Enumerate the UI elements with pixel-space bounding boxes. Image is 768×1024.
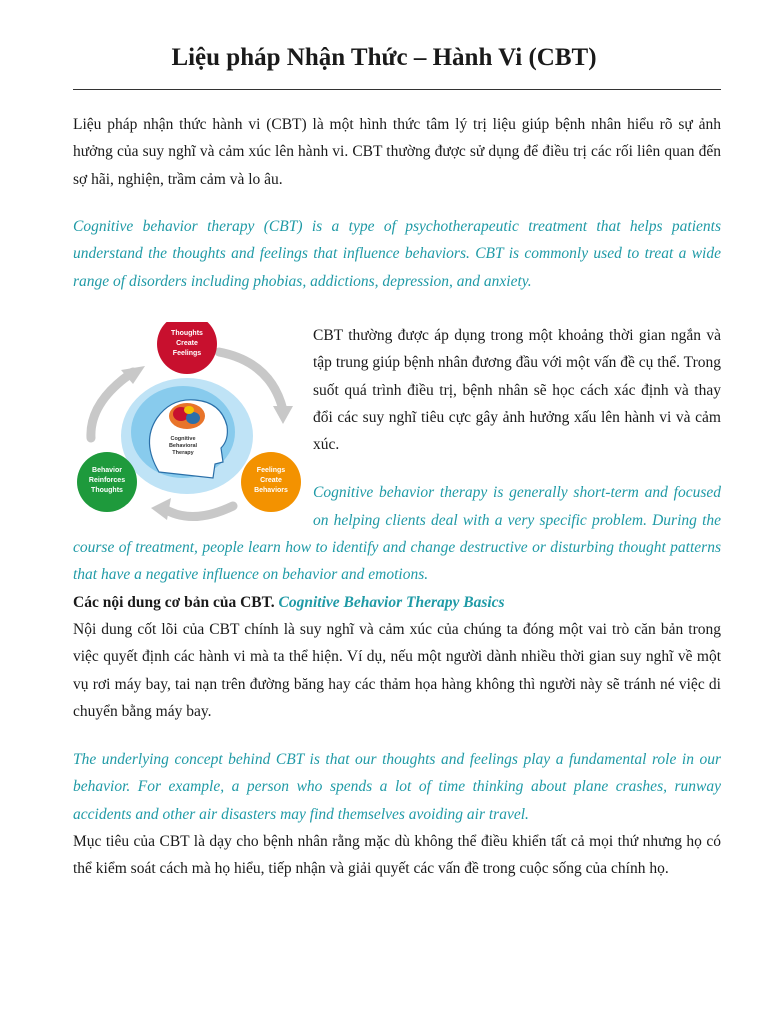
para3-english: The underlying concept behind CBT is that our thoughts and feelings play a fundamental role in our behavior. For example, a person who spends a lot of time thinking about plane crashes, runway accidents and other air disasters may find themselves avoiding air travel. bbox=[73, 751, 721, 823]
para2-english: Cognitive behavior therapy is generally short-term and focused on helping clients deal with a very specific problem. During the course of treatment, people learn how to identify and change destructive or disturbing thought patterns that have a negative influence on behavior and emotions. bbox=[73, 484, 721, 584]
section-heading bbox=[73, 589, 721, 616]
node-thoughts bbox=[157, 322, 217, 374]
page-title: Liệu pháp Nhận Thức – Hành Vi (CBT) bbox=[171, 44, 597, 71]
title-divider bbox=[73, 89, 721, 90]
thoughts-line1: Thoughts bbox=[171, 330, 203, 337]
para2-vietnamese: CBT thường được áp dụng trong một khoảng thời gian ngắn và tập trung giúp bệnh nhân đương đầu với một vấn đề cụ thể. Trong suốt quá trình điều trị, bệnh nhân sẽ học cách xác định và thay đổi các suy nghĩ tiêu cực gây ảnh hưởng xấu lên hành vi và cảm xúc. bbox=[313, 327, 721, 454]
behavior-line3: Thoughts bbox=[91, 487, 123, 494]
feelings-line2: Create bbox=[260, 477, 282, 484]
center-label-line2: Behavioral bbox=[168, 443, 198, 449]
intro-vietnamese: Liệu pháp nhận thức hành vi (CBT) là một hình thức tâm lý trị liệu giúp bệnh nhân hiểu rõ sự ảnh hưởng của suy nghĩ và cảm xúc lên hành vi. CBT thường được sử dụng để điều trị các rối liên quan đến sợ hãi, nghiện, trầm cảm và lo âu. bbox=[73, 116, 721, 188]
node-behavior bbox=[77, 452, 137, 512]
thoughts-line2: Create bbox=[176, 340, 198, 347]
center-head bbox=[121, 378, 253, 494]
para4-vietnamese: Mục tiêu của CBT là dạy cho bệnh nhân rằng mặc dù không thể điều khiển tất cả mọi thứ nhưng họ có thể kiểm soát cách mà họ hiểu, tiếp nhận và giải quyết các vấn đề trong cuộc sống của chính họ. bbox=[73, 833, 721, 878]
heading-english: Cognitive Behavior Therapy Basics bbox=[278, 593, 505, 611]
arrow-bottom bbox=[163, 506, 233, 517]
section-with-figure bbox=[73, 322, 721, 883]
intro-english: Cognitive behavior therapy (CBT) is a type of psychotherapeutic treatment that helps patients understand the thoughts and feelings that influence behaviors. CBT is commonly used to treat a wide range of disorders including phobias, addictions, depression, and anxiety. bbox=[73, 218, 721, 290]
behavior-line2: Reinforces bbox=[88, 477, 126, 484]
cbt-cycle-figure bbox=[71, 322, 307, 526]
behavior-line1: Behavior bbox=[92, 467, 122, 474]
center-label-line3: Therapy bbox=[172, 450, 194, 456]
node-feelings bbox=[241, 452, 301, 512]
feelings-line3: Behaviors bbox=[254, 487, 288, 494]
thoughts-line3: Feelings bbox=[172, 350, 202, 357]
feelings-line1: Feelings bbox=[256, 467, 286, 474]
heading-vietnamese: Các nội dung cơ bản của CBT. bbox=[73, 593, 275, 611]
para3-vietnamese: Nội dung cốt lõi của CBT chính là suy nghĩ và cảm xúc của chúng ta đóng một vai trò căn bản trong việc quyết định các hành vi mà ta thể hiện. Ví dụ, nếu một người dành nhiều thời gian suy nghĩ về một vụ rơi máy bay, tai nạn trên đường băng hay các thảm họa hàng không thì người này sẽ tránh né việc di chuyển bằng máy bay. bbox=[73, 620, 721, 720]
cbt-cycle-diagram bbox=[71, 322, 307, 526]
center-label-line1: Cognitive bbox=[170, 436, 196, 442]
